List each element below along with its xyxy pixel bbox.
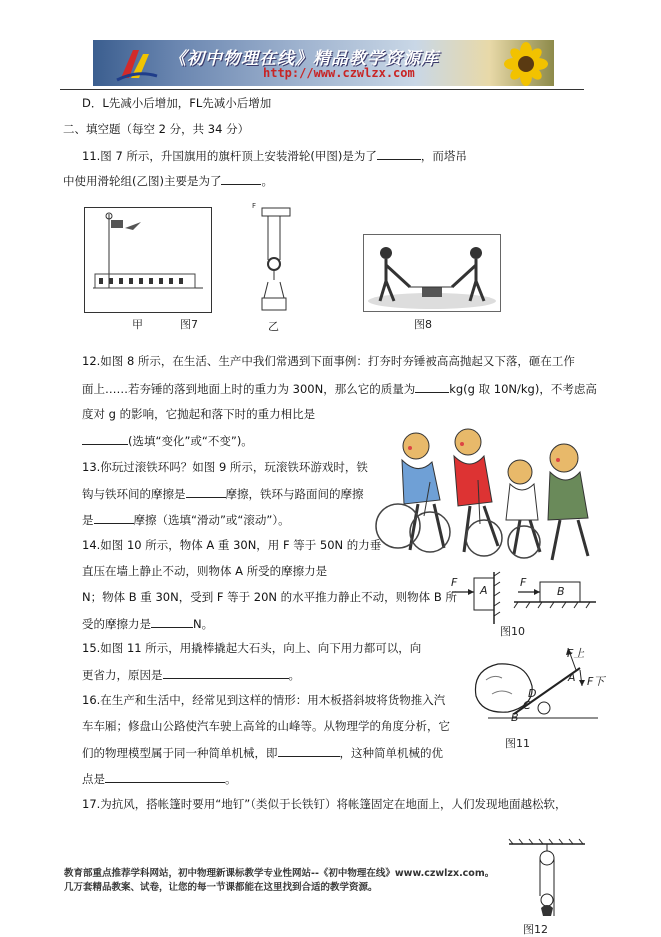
figure-10 [448,568,608,626]
figure-10-force-1: F [451,576,458,589]
figure-10-label-b: B [557,585,565,598]
q14-line3: N；物体 B 重 30N，受到 F 等于 20N 的水平推力静止不动，则物体 B 所 [82,590,457,604]
q15-blank-1[interactable] [163,667,289,679]
q12-text-c: (选填“变化”或“不变”)。 [128,434,253,448]
tamping-illustration [364,235,500,311]
q16-blank-2[interactable] [105,771,225,783]
q13-text-c: 是 [82,513,94,527]
flagpole-illustration [85,208,211,312]
logo-icon [113,44,161,84]
footer-line-1: 教育部重点推荐学科网站，初中物理新课标教学专业性网站--《初中物理在线》www.czwlzx.com。 [64,868,495,879]
figure-10-caption: 图10 [500,625,525,638]
q13-text-d: 摩擦（选填“滑动”或“滚动”）。 [133,513,290,527]
figure-8-caption: 图8 [414,318,432,331]
q15-line1: 15.如图 11 所示，用撬棒撬起大石头，向上、向下用力都可以，向 [82,641,422,655]
q13-blank-2[interactable] [94,512,134,524]
q16-text-a: 们的物理模型属于同一种简单机械，即 [82,746,278,760]
q15-line2 [82,667,300,682]
q13-text-b: 摩擦，铁环与路面间的摩擦 [225,487,364,501]
figure-7-label-yi: 乙 [268,320,279,333]
q12-blank-1[interactable] [415,381,449,393]
q11-text-c: 中使用滑轮组(乙图)主要是为了 [63,174,222,188]
header-rule [60,89,584,90]
q14-text-a: 受的摩擦力是 [82,617,151,631]
q14-line2: 直压在墙上静止不动，则物体 A 所受的摩擦力是 [82,564,328,578]
q11-line2 [63,173,273,188]
q15-text-b: 。 [288,668,300,682]
q12-line1: 12.如图 8 所示，在生活、生产中我们常遇到下面事例：打夯时夯锤被高高抛起又下落，砸在工作 [82,354,575,368]
q16-line2: 车车厢；修盘山公路使汽车驶上高耸的山峰等。从物理学的角度分析，它 [82,719,450,733]
figure-11-caption: 图11 [505,737,530,750]
q17-line1: 17.为抗风，搭帐篷时要用“地钉”（类似于长铁钉）将帐篷固定在地面上，人们发现地面越松软， [82,797,567,811]
q16-text-c: 点是 [82,772,105,786]
header-banner [93,40,554,86]
banner-url[interactable]: http://www.czwlzx.com [263,66,415,80]
q11-blank-2[interactable] [221,173,261,185]
q11-blank-1[interactable] [377,148,421,160]
figure-11-force-up: F上 [567,647,585,660]
figure-7-caption: 图7 [180,318,198,331]
q16-line3 [82,745,443,760]
q11-text-a: 11.图 7 所示，升国旗用的旗杆顶上安装滑轮(甲图)是为了 [82,149,377,163]
q12-line4 [82,433,253,448]
figure-9-hoop-rolling [374,420,614,570]
q11-text-b: ，而塔吊 [420,149,467,163]
q15-text-a: 更省力，原因是 [82,668,163,682]
figure-10-force-2: F [520,576,527,589]
q14-line4 [82,616,213,631]
q16-line1: 16.在生产和生活中，经常见到这样的情形：用木板搭斜坡将货物推入汽 [82,693,446,707]
q12-blank-2[interactable] [82,433,128,445]
q12-text-b: kg(g 取 10N/kg)，不考虑高 [449,382,597,396]
option-d: D．L先减小后增加，FL先减小后增加 [82,96,272,110]
q12-line3: 度对 g 的影响，它抛起和落下时的重力相比是 [82,407,316,421]
figure-11-label-b: B [511,711,519,724]
q13-line2 [82,486,364,501]
figure-12-caption: 图12 [523,923,548,936]
banner-title: 《初中物理在线》精品教学资源库 [169,49,439,69]
figure-11-label-c: C [523,699,531,712]
q16-blank-1[interactable] [278,745,340,757]
figure-7-jia [84,207,212,313]
figure-7-yi [246,200,296,315]
q13-text-a: 钩与铁环间的摩擦是 [82,487,186,501]
svg-text:F: F [252,202,257,210]
figure-12-pulley [505,838,589,922]
q12-line2 [82,381,597,396]
q13-blank-1[interactable] [186,486,226,498]
q13-line1: 13.你玩过滚铁环吗？如图 9 所示，玩滚铁环游戏时，铁 [82,460,368,474]
figure-10-label-a: A [480,584,488,597]
section-title: 二、填空题（每空 2 分，共 34 分） [63,122,250,136]
q12-text-a: 面上……若夯锤的落到地面上时的重力为 300N，那么它的质量为 [82,382,416,396]
q14-line1: 14.如图 10 所示，物体 A 重 30N，用 F 等于 50N 的力垂 [82,538,382,552]
q16-line4 [82,771,237,786]
q16-text-b: ，这种简单机械的优 [339,746,443,760]
figure-11-force-down: F下 [587,675,605,688]
figure-8 [363,234,501,312]
q16-text-d: 。 [225,772,237,786]
sunflower-icon [498,40,554,86]
q11-line1 [82,148,467,163]
q11-text-d: 。 [261,174,273,188]
q14-text-b: N。 [193,617,214,631]
figure-11-label-a: A [568,671,576,684]
q14-blank-1[interactable] [151,616,193,628]
q13-line3 [82,512,290,527]
figure-11-label-d: D [528,687,537,700]
footer-line-2: 几万套精品教案、试卷，让您的每一节课都能在这里找到合适的教学资源。 [64,882,378,893]
figure-7-label-jia: 甲 [132,318,143,331]
